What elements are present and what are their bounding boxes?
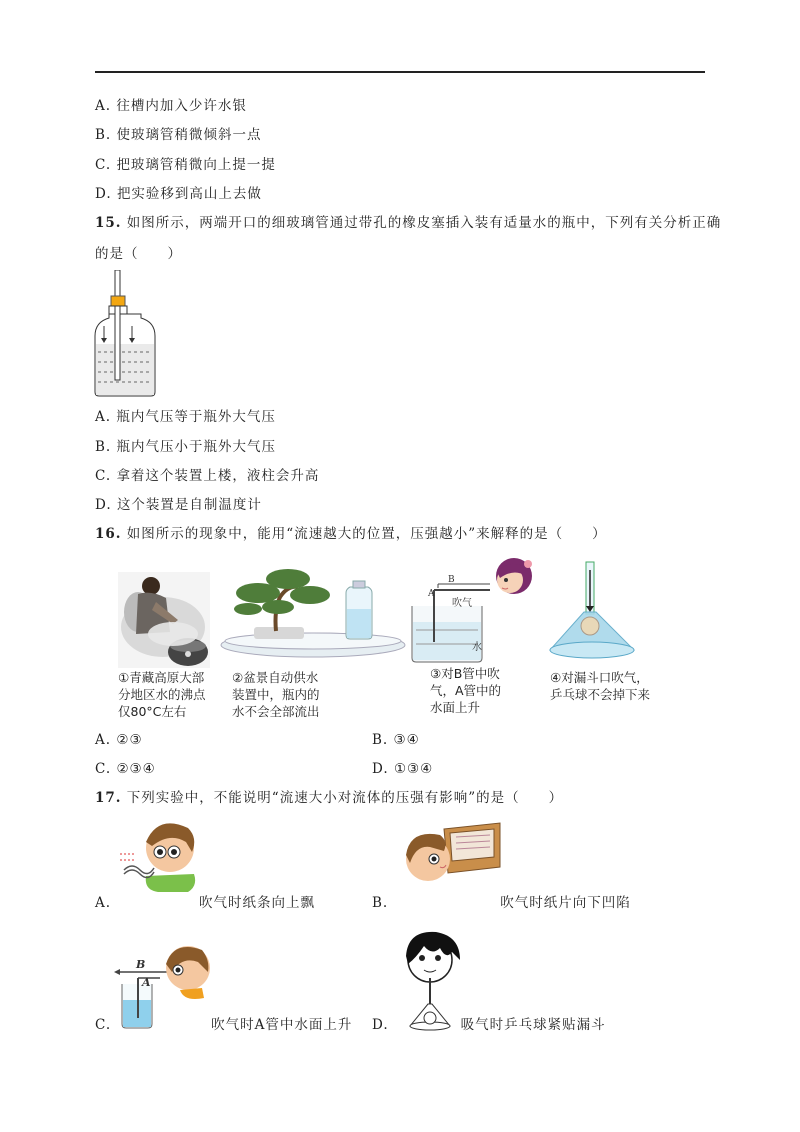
figc-label-a: A [142, 976, 151, 989]
q16-figure-4-funnel-ball [546, 560, 638, 662]
q17-figure-b-paper-bridge [400, 815, 506, 893]
q17-option-a[interactable]: A. 吹气时纸条向上飘 [95, 895, 316, 911]
fig3-label-a: A [428, 589, 435, 599]
q16-caption-1: ①青藏高原大部 分地区水的沸点 仅80°C左右 [118, 670, 206, 719]
q15-stem-cont: 的是（ ） [95, 246, 182, 262]
q17-option-d[interactable]: D. 吸气时乒乓球紧贴漏斗 [372, 1017, 606, 1033]
q16-option-c[interactable]: C. ②③④ [95, 761, 156, 777]
fig3-label-blow: 吹气 [452, 598, 472, 609]
q16-stem: 16. 如图所示的现象中，能用“流速越大的位置，压强越小”来解释的是（ ） [95, 526, 607, 542]
q15-bottle-figure [92, 270, 158, 398]
q15-option-d[interactable]: D. 这个装置是自制温度计 [95, 497, 262, 513]
q17-option-c[interactable]: C. 吹气时A管中水面上升 [95, 1017, 353, 1033]
q17-figure-a-paper-strip [118, 812, 204, 894]
q15-option-b[interactable]: B. 瓶内气压小于瓶外大气压 [95, 439, 277, 455]
header-rule [95, 71, 705, 73]
q16-option-b[interactable]: B. ③④ [372, 732, 420, 748]
q16-option-a[interactable]: A. ②③ [95, 732, 143, 748]
q15-option-a[interactable]: A. 瓶内气压等于瓶外大气压 [95, 409, 276, 425]
fig3-label-water: 水 [472, 642, 482, 653]
q16-figure-3-blow-tube [402, 558, 538, 664]
q16-caption-3: ③对B管中吹 气，A管中的 水面上升 [430, 666, 502, 715]
q14-option-a[interactable]: A. 往槽内加入少许水银 [95, 98, 247, 114]
q14-option-b[interactable]: B. 使玻璃管稍微倾斜一点 [95, 127, 262, 143]
q17-stem: 17. 下列实验中，不能说明“流速大小对流体的压强有影响”的是（ ） [95, 790, 564, 806]
q16-figure-1-plateau-cooking [118, 572, 210, 668]
q14-option-c[interactable]: C. 把玻璃管稍微向上提一提 [95, 157, 276, 173]
q15-option-c[interactable]: C. 拿着这个装置上楼，液柱会升高 [95, 468, 320, 484]
q14-option-d[interactable]: D. 把实验移到高山上去做 [95, 186, 262, 202]
figc-label-b: B [136, 958, 146, 971]
q16-caption-2: ②盆景自动供水 装置中，瓶内的 水不会全部流出 [232, 670, 320, 719]
q16-option-d[interactable]: D. ①③④ [372, 761, 434, 777]
fig3-label-b: B [448, 575, 455, 585]
q16-figure-2-bonsai-water [218, 565, 408, 661]
q17-option-b[interactable]: B. 吹气时纸片向下凹陷 [372, 895, 631, 911]
q15-stem: 15. 如图所示，两端开口的细玻璃管通过带孔的橡皮塞插入装有适量水的瓶中，下列有关分析正确 [95, 215, 722, 231]
q16-caption-4: ④对漏斗口吹气， 乒乓球不会掉下来 [550, 670, 651, 702]
